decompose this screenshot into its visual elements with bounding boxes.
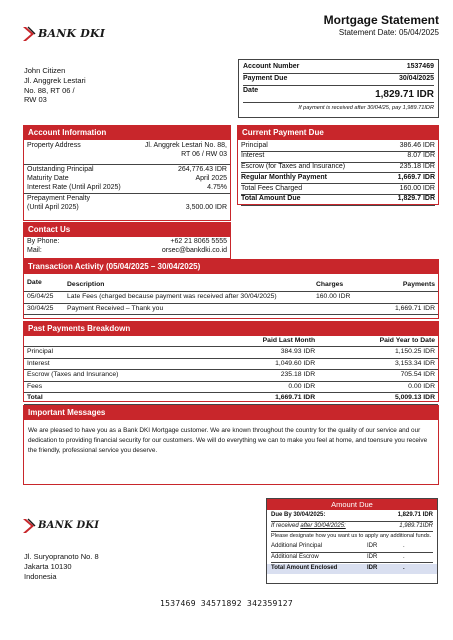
mail-label: Mail: (27, 246, 42, 254)
bank-address (24, 552, 99, 581)
contact-header: Contact Us (24, 223, 230, 237)
txn-date: 05/04/25 (27, 293, 54, 301)
col-blank (24, 336, 204, 347)
property-address-line: Jl. Anggrek Lestari No. 88, (144, 142, 227, 149)
coupon-after-prefix: If received (271, 522, 301, 529)
col-description: Description (67, 280, 105, 288)
maturity-row (27, 175, 227, 184)
contact-panel (23, 222, 231, 259)
txn-description: Late Fees (charged because payment was received after 30/04/2025) (67, 293, 277, 301)
current-payment-label: Total Fees Charged (241, 184, 303, 192)
outstanding-label: Outstanding Principal (27, 166, 94, 173)
outstanding-value: 264,776.43 IDR (177, 166, 227, 173)
past-last-month: 1,049.60 IDR (275, 359, 316, 367)
currency-label: IDR (367, 565, 378, 572)
past-year-to-date: 5,009.13 IDR (394, 394, 435, 402)
current-payment-value: 1,829.7 IDR (397, 195, 435, 203)
past-label: Escrow (Taxes and Insurance) (27, 371, 119, 379)
penalty-period: (Until April 2025) (27, 204, 79, 211)
txn-date: 30/04/25 (27, 304, 54, 312)
past-last-month: 384.93 IDR (280, 348, 316, 356)
coupon-due-row (271, 511, 433, 522)
past-payments-panel (23, 321, 439, 402)
account-info-panel (23, 125, 231, 221)
txn-description: Payment Received – Thank you (67, 304, 164, 312)
bank-logo-mark-icon (22, 518, 36, 534)
late-payment-note: If payment is received after 30/04/25, pay 1,989.71IDR (298, 105, 434, 111)
account-number-label: Account Number (243, 63, 300, 70)
transaction-table (24, 278, 438, 315)
table-row (24, 370, 438, 381)
messages-header: Important Messages (24, 406, 438, 420)
transaction-header: Transaction Activity (05/04/2025 – 30/04/2025) (24, 260, 438, 274)
messages-panel (23, 405, 439, 485)
current-payment-value: 160.00 IDR (399, 184, 435, 192)
past-payments-header-row (24, 336, 438, 347)
additional-escrow-field[interactable]: . (403, 553, 405, 560)
transaction-header-row (24, 278, 438, 292)
current-payment-label: Total Amount Due (241, 195, 301, 203)
past-label: Fees (27, 382, 43, 390)
current-payment-header: Current Payment Due (238, 126, 438, 140)
past-label: Interest (27, 359, 50, 367)
rate-row (27, 184, 227, 193)
amount-due-value: 1,829.71 IDR (375, 88, 434, 100)
rate-label: Interest Rate (Until April 2025) (27, 183, 121, 191)
bank-logo-text: BANK DKI (38, 27, 106, 41)
past-last-month: 0.00 IDR (288, 382, 316, 390)
total-enclosed-field[interactable]: . (403, 565, 405, 572)
penalty-value: 3,500.00 IDR (185, 204, 227, 211)
table-row (24, 381, 438, 392)
txn-payments (368, 292, 438, 303)
coupon-instructions: Please designate how you want us to apply any additional funds. (271, 533, 432, 540)
coupon-due-value: 1,829.71 IDR (397, 512, 433, 519)
statement-date: Statement Date: 05/04/2025 (338, 28, 439, 37)
payment-due-row (243, 74, 434, 86)
recipient-address-line: No. 88, RT 06 / (24, 85, 75, 95)
recipient-address (24, 66, 86, 105)
table-row (24, 303, 438, 314)
bank-address-line: Jl. Suryopranoto No. 8 (24, 552, 99, 561)
total-enclosed-label: Total Amount Enclosed (271, 565, 338, 572)
past-year-to-date: 1,150.25 IDR (394, 348, 435, 356)
past-payments-rows (24, 347, 438, 404)
past-year-to-date: 705.54 IDR (400, 371, 435, 379)
coupon-after-date: after 30/04/2025: (300, 522, 346, 529)
additional-escrow-label: Additional Escrow (271, 553, 319, 560)
txn-charges: 160.00 IDR (316, 293, 351, 301)
past-last-month: 235.18 IDR (280, 371, 316, 379)
currency-label: IDR (367, 543, 378, 550)
current-payment-row (241, 141, 435, 152)
property-address-value (145, 142, 227, 160)
recipient-address-line: RW 03 (24, 95, 47, 105)
scan-code-line: 1537469 34571892 342359127 (160, 599, 294, 608)
account-number-row (243, 62, 434, 74)
current-payment-label: Principal (241, 141, 268, 149)
additional-principal-row (271, 542, 433, 553)
property-address-row (24, 140, 230, 165)
outstanding-row (27, 166, 227, 175)
current-payment-label: Regular Monthly Payment (241, 173, 327, 181)
coupon-header: Amount Due (267, 499, 437, 510)
payment-due-label: Payment Due (243, 74, 288, 82)
payment-coupon (266, 498, 438, 584)
total-enclosed-row (267, 564, 437, 574)
summary-box (238, 59, 439, 118)
amount-row (243, 86, 434, 104)
current-payment-row (241, 195, 435, 206)
additional-principal-label: Additional Principal (271, 543, 323, 550)
phone-label: By Phone: (27, 238, 60, 245)
current-payment-panel (237, 125, 439, 205)
current-payment-value: 386.46 IDR (399, 141, 435, 149)
current-payment-value: 235.18 IDR (399, 163, 435, 170)
table-row (24, 292, 438, 303)
current-payment-row (241, 152, 435, 163)
past-year-to-date: 3,153.34 IDR (394, 359, 435, 367)
email-link[interactable]: orsec@bankdki.co.id (161, 246, 227, 254)
current-payment-row (241, 163, 435, 174)
txn-charges (313, 303, 368, 314)
penalty-label: Prepayment Penalty (27, 195, 91, 203)
bank-logo-mark-icon (22, 26, 36, 42)
additional-escrow-row (271, 553, 433, 564)
bank-logo-footer (22, 518, 99, 534)
property-address-line: RT 06 / RW 03 (181, 150, 227, 158)
coupon-after-row (271, 522, 433, 533)
phone-value[interactable]: +62 21 8065 5555 (170, 238, 227, 245)
message-text: We are pleased to have you as a Bank DKI Mortgage customer. We are known throughout the country for the quality of our service and our dedication to providing financial security for our customers. We will do everything we can to make you feel at home, and toensure you receive the friendly, professional service you deserve. (28, 427, 428, 454)
currency-label: IDR (367, 553, 378, 560)
current-payment-label: Escrow (for Taxes and Insurance) (241, 163, 346, 170)
col-charges: Charges (316, 280, 344, 288)
table-row (24, 358, 438, 369)
past-last-month: 1,669.71 IDR (275, 394, 316, 402)
transaction-rows (24, 292, 438, 315)
past-label: Principal (27, 348, 54, 356)
bank-logo-text: BANK DKI (38, 519, 100, 531)
contact-details (24, 237, 230, 257)
current-payment-label: Interest (241, 152, 265, 160)
past-label: Total (27, 394, 43, 402)
col-paid-last-month: Paid Last Month (262, 337, 316, 344)
date-label: Date (243, 86, 259, 94)
penalty-value-row (27, 204, 227, 213)
coupon-after-value: 1,989.71IDR (399, 522, 433, 529)
col-date: Date (27, 279, 42, 286)
recipient-address-line: Jl. Anggrek Lestari (24, 75, 86, 85)
recipient-name: John Citizen (24, 66, 66, 75)
mail-row (27, 247, 227, 256)
table-row (24, 393, 438, 404)
current-payment-rows (238, 140, 438, 207)
past-payments-header: Past Payments Breakdown (24, 322, 438, 336)
past-year-to-date: 0.00 IDR (408, 382, 435, 390)
loan-details (24, 165, 230, 194)
table-row (24, 347, 438, 358)
transaction-panel (23, 259, 439, 319)
account-info-header: Account Information (24, 126, 230, 140)
current-payment-value: 1,669.7 IDR (397, 173, 435, 181)
maturity-value: April 2025 (195, 174, 227, 182)
coupon-due-label: Due By 30/04/2025: (271, 512, 326, 519)
penalty-row (24, 194, 230, 214)
coupon-body (267, 510, 437, 574)
current-payment-row (241, 173, 435, 184)
property-address-label: Property Address (27, 142, 81, 149)
coupon-after-label (271, 523, 346, 531)
bank-address-line: Jakarta 10130 (24, 561, 72, 571)
maturity-label: Maturity Date (27, 174, 69, 182)
col-payments: Payments (402, 280, 435, 288)
bank-address-line: Indonesia (24, 571, 57, 581)
page-title: Mortgage Statement (323, 13, 439, 27)
statement-header (239, 13, 439, 38)
col-paid-year-to-date: Paid Year to Date (379, 337, 435, 344)
payment-due-value: 30/04/2025 (398, 74, 434, 82)
additional-principal-field[interactable]: . (403, 543, 405, 550)
rate-value: 4.75% (207, 183, 227, 191)
past-payments-table (24, 336, 438, 405)
bank-logo (22, 26, 105, 42)
current-payment-value: 8.07 IDR (407, 152, 435, 160)
txn-payments: 1,669.71 IDR (394, 304, 435, 312)
account-number-value: 1537469 (406, 63, 434, 70)
phone-row (27, 238, 227, 247)
current-payment-row (241, 184, 435, 195)
